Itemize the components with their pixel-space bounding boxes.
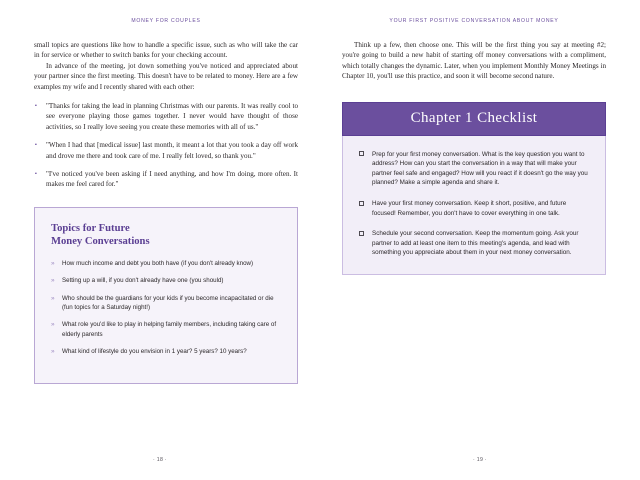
page-number-right: · 19 · — [473, 457, 487, 463]
checkbox-icon[interactable] — [359, 231, 364, 236]
running-head-right: YOUR FIRST POSITIVE CONVERSATION ABOUT MONEY — [389, 18, 559, 24]
right-page — [320, 0, 640, 480]
checklist-body — [342, 136, 606, 275]
checklist-title: Chapter 1 Checklist — [342, 102, 606, 136]
checklist-item-label: Have your first money conversation. Keep it short, positive, and future focused! Remember, you don't have to cover everything in one talk. — [372, 200, 567, 217]
topics-sidebar-title — [51, 222, 281, 249]
page-number-left: · 18 · — [153, 457, 167, 463]
appreciation-quote-list — [34, 101, 298, 190]
chapter-checklist-panel — [342, 102, 606, 275]
list-item: » How much income and debt you both have (if you don't already know) — [51, 259, 281, 268]
checklist-list — [359, 150, 589, 258]
list-item: ▪ "I've noticed you've been asking if I need anything, and how I'm doing, more often. It makes me feel cared for." — [34, 169, 298, 190]
paragraph: In advance of the meeting, jot down something you've noticed and appreciated about your partner since the first meeting. This doesn't have to be related to money. Here are a few examples my wife and I recently shared with each other: — [34, 61, 298, 91]
checklist-item[interactable] — [359, 150, 589, 188]
checklist-item-label: Prep for your first money conversation. What is the key question you want to address? How can you start the conversation in a way that will make your partner feel safe and engaged? How will you react if it doesn't go the way you planned? Make a simple agenda and share it. — [372, 150, 588, 187]
checklist-item[interactable] — [359, 229, 589, 258]
paragraph: small topics are questions like how to handle a specific issue, such as who will take the car in for service or whether to switch banks for your checking account. — [34, 41, 298, 60]
topics-sidebar-list — [51, 259, 281, 357]
topics-sidebar-title-line1: Topics for Future — [51, 222, 130, 234]
topics-sidebar-title-line2: Money Conversations — [51, 236, 150, 248]
checklist-item[interactable] — [359, 199, 589, 218]
left-body-text — [34, 40, 298, 92]
checkbox-icon[interactable] — [359, 201, 364, 206]
checklist-item-label: Schedule your second conversation. Keep the momentum going. Ask your partner to add at least one item to this meeting's agenda, and lead with something you appreciate about them in your next money conversation. — [372, 230, 579, 257]
topics-sidebar — [34, 207, 298, 384]
list-item: ▪ "Thanks for taking the lead in planning Christmas with our parents. It was really cool to see everyone playing those games together. I never would have thought of those activities, so I really love seeing you create these memories with all of us." — [34, 101, 298, 132]
running-head-left: MONEY FOR COUPLES — [131, 18, 201, 24]
list-item: ▪ "When I had that [medical issue] last month, it meant a lot that you took a day off work and drove me there and took care of me. I really felt loved, so thank you." — [34, 140, 298, 161]
list-item: » What kind of lifestyle do you envision in 1 year? 5 years? 10 years? — [51, 347, 281, 356]
list-item: » Who should be the guardians for your kids if you become incapacitated or die (fun topics for a Saturday night!) — [51, 294, 281, 313]
list-item: » What role you'd like to play in helping family members, including taking care of elderly parents — [51, 320, 281, 339]
right-body-text — [342, 40, 606, 82]
list-item: » Setting up a will, if you don't already have one (you should) — [51, 276, 281, 285]
checkbox-icon[interactable] — [359, 151, 364, 156]
paragraph: Think up a few, then choose one. This will be the first thing you say at meeting #2; you're going to build a new habit of starting off money conversations with a compliment, which totally changes the dynamic. Later, when you implement Monthly Money Meetings in Chapter 10, you'll use this practice, and soon it will become second nature. — [342, 41, 606, 81]
